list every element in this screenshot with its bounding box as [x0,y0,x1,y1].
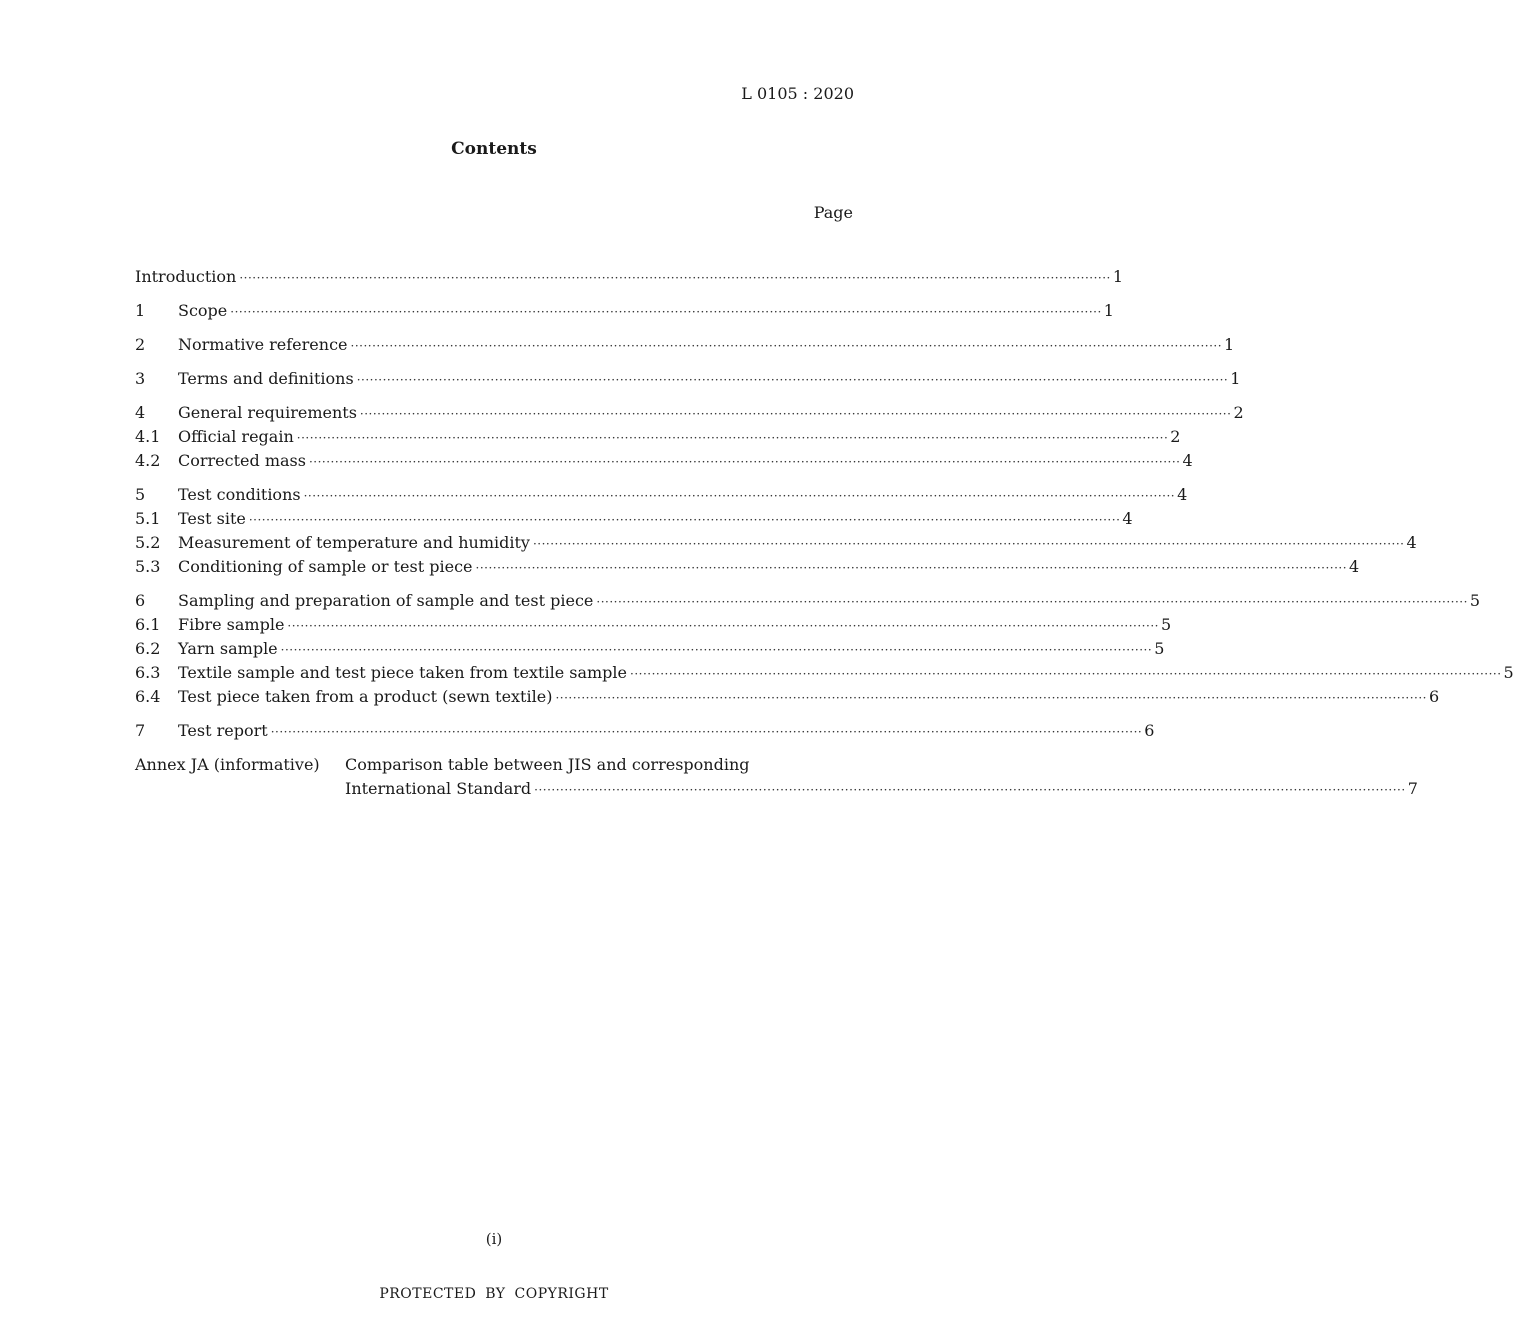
toc-entry[interactable] [135,719,1155,743]
dot-leader [287,614,1159,638]
toc-section-number: 2 [135,335,146,354]
toc-entry[interactable] [135,507,1133,531]
toc-page-number: 4 [1349,557,1360,576]
dot-leader [304,484,1176,508]
toc-page-number: 4 [1177,485,1188,504]
toc-page-number: 5 [1160,615,1172,634]
dot-leader [271,720,1143,744]
toc-page-number: 4 [1182,451,1193,470]
dot-leader [351,334,1223,358]
toc-section-title: Sampling and preparation of sample and test piece [178,591,594,610]
toc-section-title: Scope [178,301,228,320]
toc-page-number: 2 [1170,427,1181,446]
dot-leader [297,426,1169,450]
toc-section-number: 5.3 [135,557,161,576]
annex-page-number: 7 [1407,779,1418,798]
toc-page-number: 5 [1469,591,1481,610]
toc-page-number: 1 [1112,267,1124,286]
annex-title-line1: Comparison table between JIS and corresponding [345,755,750,774]
toc-section-title: Official regain [178,427,294,446]
toc-page-number: 4 [1122,509,1133,528]
toc-entry[interactable] [135,449,1193,473]
toc-section-title: Terms and definitions [178,369,354,388]
toc-entry[interactable] [135,483,1188,507]
dot-leader [555,686,1427,710]
toc-section-title: Test site [178,509,246,528]
dot-leader [249,508,1121,532]
toc-section-number: 1 [135,301,146,320]
toc-section-number: 5.1 [135,509,161,528]
dot-leader [357,368,1229,392]
dot-leader [230,300,1102,324]
toc-page-number: 6 [1428,687,1440,706]
toc-section-title: Corrected mass [178,451,306,470]
toc-section-number: 6.3 [135,663,161,682]
toc-entry-annex[interactable] [135,753,1418,801]
dot-leader [596,590,1468,614]
copyright-notice: PROTECTED BY COPYRIGHT [379,1286,609,1302]
contents-title: Contents [451,139,537,159]
dot-leader [476,556,1348,580]
toc-section-title: Test piece taken from a product (sewn textile) [178,687,553,706]
toc-section-number: 6.4 [135,687,161,706]
toc-section-number: 6 [135,591,146,610]
toc-section-number: 4.2 [135,451,161,470]
toc-page-number: 1 [1103,301,1114,320]
toc-page-number: 2 [1233,403,1244,422]
toc-section-title: Introduction [135,267,237,286]
dot-leader [533,532,1405,556]
toc-section-title: Test report [178,721,268,740]
dot-leader [239,266,1111,290]
toc-page-number: 5 [1503,663,1514,682]
page-column-label: Page [813,203,853,222]
annex-label: Annex JA (informative) [135,755,320,774]
toc-section-number: 3 [135,369,146,388]
toc-section-title: Yarn sample [178,639,278,658]
toc-entry[interactable] [135,685,1440,709]
toc-section-number: 6.1 [135,615,161,634]
toc-section-number: 4 [135,403,146,422]
toc-entry[interactable] [135,425,1181,449]
dot-leader [534,778,1406,802]
toc-entry[interactable] [135,589,1481,613]
toc-page-number: 4 [1406,533,1417,552]
toc-entry[interactable] [135,613,1172,637]
dot-leader [309,450,1181,474]
document-number: L 0105 : 2020 [741,84,854,103]
toc-page-number: 1 [1230,369,1241,388]
page-number-roman: (i) [485,1230,503,1248]
toc-section-title: Textile sample and test piece taken from textile sample [178,663,627,682]
toc-section-title: Test conditions [178,485,301,504]
dot-leader [360,402,1232,426]
toc-entry[interactable] [135,401,1244,425]
toc-section-number: 5.2 [135,533,161,552]
toc-section-number: 4.1 [135,427,161,446]
toc-entry[interactable] [135,637,1165,661]
toc-section-number: 5 [135,485,146,504]
table-of-contents [135,265,1514,801]
dot-leader [281,638,1153,662]
toc-section-number: 7 [135,721,146,740]
toc-entry[interactable] [135,661,1514,685]
toc-section-title: General requirements [178,403,357,422]
annex-title-line2: International Standard [345,779,532,798]
toc-entry[interactable] [135,265,1124,289]
toc-section-title: Normative reference [178,335,348,354]
toc-entry[interactable] [135,531,1417,555]
toc-entry[interactable] [135,555,1360,579]
toc-page-number: 5 [1154,639,1165,658]
dot-leader [630,662,1502,686]
toc-page-number: 6 [1144,721,1155,740]
toc-section-title: Fibre sample [178,615,285,634]
toc-section-title: Measurement of temperature and humidity [178,533,530,552]
toc-section-number: 6.2 [135,639,161,658]
toc-entry[interactable] [135,333,1235,357]
toc-entry[interactable] [135,367,1241,391]
toc-page-number: 1 [1224,335,1235,354]
toc-entry[interactable] [135,299,1114,323]
toc-section-title: Conditioning of sample or test piece [178,557,473,576]
